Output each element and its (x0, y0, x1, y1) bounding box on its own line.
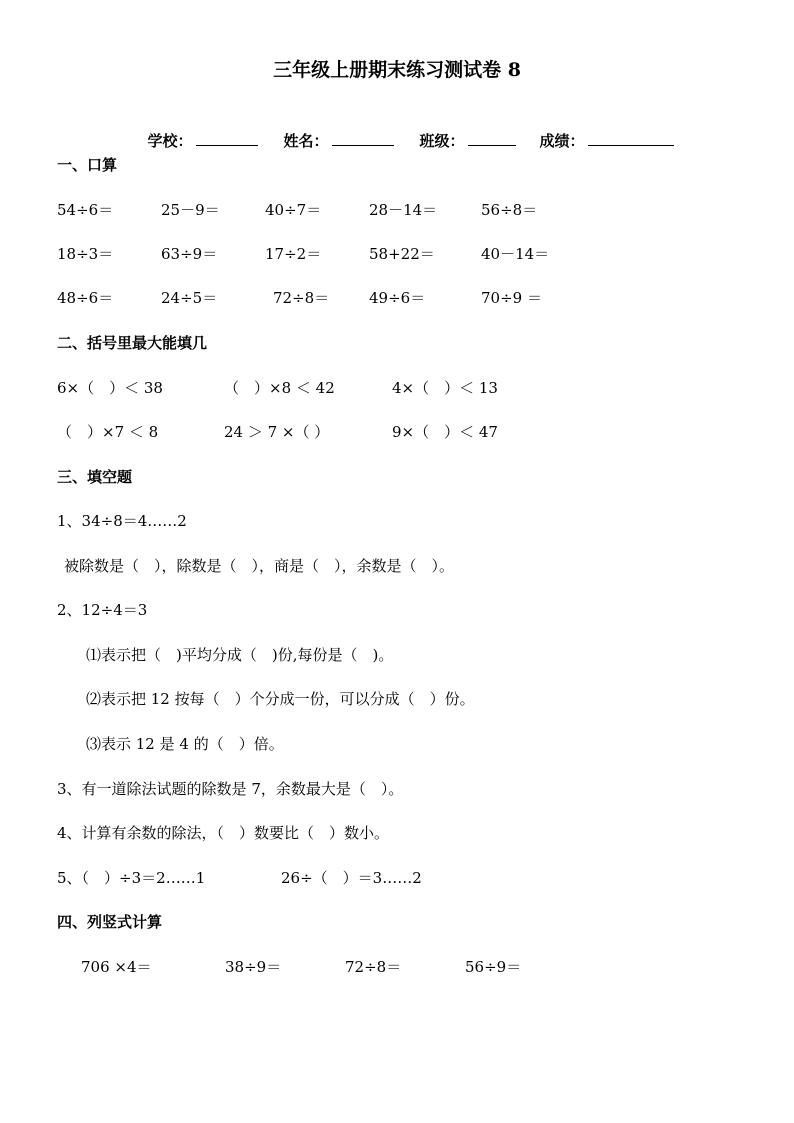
page-title: 三年级上册期末练习测试卷 8 (273, 59, 521, 81)
bracket-item: （ ）×8 ＜ 42 (224, 379, 335, 397)
name-blank[interactable] (332, 131, 394, 146)
calc-item: 40－14＝ (481, 245, 550, 263)
bracket-item: 24 ＞ 7 ×（ ） (224, 423, 330, 441)
question-2: 2、12÷4＝3 (57, 601, 148, 619)
vertical-calc-item: 706 ×4＝ (81, 958, 152, 976)
calc-item: 70÷9 ＝ (481, 289, 542, 307)
bracket-row (0, 422, 794, 442)
vertical-calc-row (0, 957, 794, 977)
school-field (137, 111, 258, 151)
name-field (273, 111, 394, 151)
calc-item: 56÷8＝ (481, 201, 538, 219)
calc-item: 18÷3＝ (57, 245, 114, 263)
bracket-item: 6×（ ）＜ 38 (57, 379, 163, 397)
school-blank[interactable] (196, 131, 258, 146)
class-label: 班级： (419, 132, 465, 150)
question-1-detail: 被除数是（ ），除数是（ ），商是（ ），余数是（ ）。 (64, 557, 455, 575)
bracket-row (0, 378, 794, 398)
calc-item: 58+22＝ (369, 245, 435, 263)
calc-item: 54÷6＝ (57, 201, 114, 219)
school-label: 学校： (147, 132, 193, 150)
class-field (409, 111, 516, 151)
vertical-calc-item: 38÷9＝ (225, 958, 282, 976)
question-1: 1、34÷8＝4……2 (57, 512, 187, 530)
class-blank[interactable] (468, 131, 516, 146)
vertical-calc-item: 56÷9＝ (465, 958, 522, 976)
section-4-heading: 四、列竖式计算 (57, 913, 163, 931)
score-field (529, 111, 674, 151)
calc-row (0, 288, 794, 308)
question-3: 3、有一道除法试题的除数是 7，余数最大是（ ）。 (57, 780, 404, 798)
section-2-heading: 二、括号里最大能填几 (57, 334, 208, 352)
calc-item: 72÷8＝ (273, 289, 330, 307)
calc-item: 40÷7＝ (265, 201, 322, 219)
bracket-item: （ ）×7 ＜ 8 (57, 423, 159, 441)
calc-item: 25－9＝ (161, 201, 220, 219)
question-5 (0, 868, 794, 888)
question-2-part-2: ⑵表示把 12 按每（ ）个分成一份，可以分成（ ）份。 (86, 690, 475, 708)
calc-row (0, 244, 794, 264)
calc-item: 24÷5＝ (161, 289, 218, 307)
calc-item: 17÷2＝ (265, 245, 322, 263)
score-label: 成绩： (539, 132, 585, 150)
section-1-heading: 一、口算 (57, 156, 118, 174)
question-4: 4、计算有余数的除法，（ ）数要比（ ）数小。 (57, 824, 390, 842)
question-5-part-1: 5、（ ）÷3＝2……1 (57, 869, 206, 887)
score-blank[interactable] (588, 131, 674, 146)
name-label: 姓名： (283, 132, 329, 150)
vertical-calc-item: 72÷8＝ (345, 958, 402, 976)
question-5-part-2: 26÷（ ）＝3……2 (281, 869, 422, 887)
bracket-item: 9×（ ）＜ 47 (392, 423, 498, 441)
calc-row (0, 200, 794, 220)
bracket-item: 4×（ ）＜ 13 (392, 379, 498, 397)
calc-item: 63÷9＝ (161, 245, 218, 263)
calc-item: 28－14＝ (369, 201, 438, 219)
section-3-heading: 三、填空题 (57, 468, 133, 486)
calc-item: 48÷6＝ (57, 289, 114, 307)
question-2-part-3: ⑶表示 12 是 4 的（ ）倍。 (86, 735, 284, 753)
question-2-part-1: ⑴表示把（ )平均分成（ )份,每份是（ )。 (86, 646, 394, 664)
calc-item: 49÷6＝ (369, 289, 426, 307)
